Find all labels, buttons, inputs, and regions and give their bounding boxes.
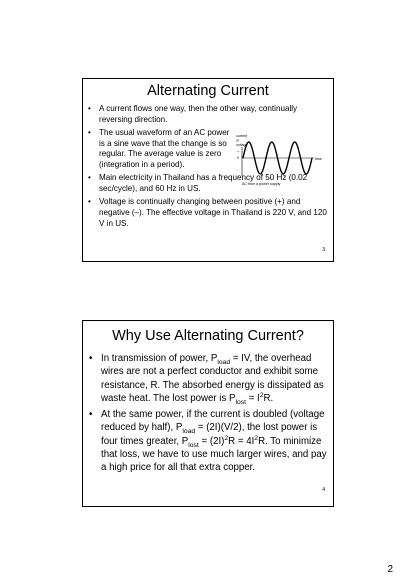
- y-axis-label-line2: or: [236, 138, 240, 143]
- slide-title: Alternating Current: [147, 83, 269, 99]
- bullet-item: • In transmission of power, $P_{load}$ = IV, the overhead wires are not a perfect conductor and exhibit some resistance, R. The absorbed energy is dissipated as waste heat. The lost power is $P_{lost} = I^2R$.: [89, 352, 329, 405]
- bullet-item: • Main electricity in Thailand has a frequency of 50 Hz (0.02 sec/cycle), and 60 Hz in US.: [88, 173, 331, 194]
- bullet-item: • Voltage is continually changing between positive (+) and negative (–). The effective voltage in Thailand is 220 V, and 120 V in US.: [88, 197, 331, 229]
- slide-why-use-ac: [82, 320, 334, 507]
- ac-waveform-figure: [234, 131, 330, 187]
- bullet-list: [89, 352, 329, 478]
- x-axis-label: time: [315, 157, 322, 161]
- slide-title: Why Use Alternating Current?: [112, 328, 304, 344]
- page-number: 2: [387, 564, 393, 575]
- bullet-item: • At the same power, if the current is doubled (voltage reduced by half), $P_{load} = (2I)(V/2)$, the lost power is four times greater, $P_{lost} = (2I)^2R = 4I^2R$. To minimize that loss, we have to use much larger wires, and pay a high price for all that extra copper.: [89, 408, 329, 474]
- figure-caption: AC from a power supply: [242, 182, 281, 186]
- slide-number: 3: [322, 247, 325, 253]
- zero-label: 0: [237, 156, 239, 160]
- bullet-item: • A current flows one way, then the other way, continually reversing direction.: [88, 104, 331, 125]
- slide-alternating-current: [82, 78, 334, 262]
- ac-waveform-svg: [234, 131, 330, 187]
- slide-number: 4: [322, 487, 325, 493]
- bullet-text: • The usual waveform of an AC power is a sine wave that the change is so regular. The average value is zero (integration in a period).: [99, 127, 230, 170]
- minus-sign: -: [237, 168, 239, 172]
- y-axis-label-line3: voltage: [236, 143, 248, 147]
- y-axis-label-line1: current: [236, 134, 248, 138]
- plus-sign: +: [237, 150, 240, 154]
